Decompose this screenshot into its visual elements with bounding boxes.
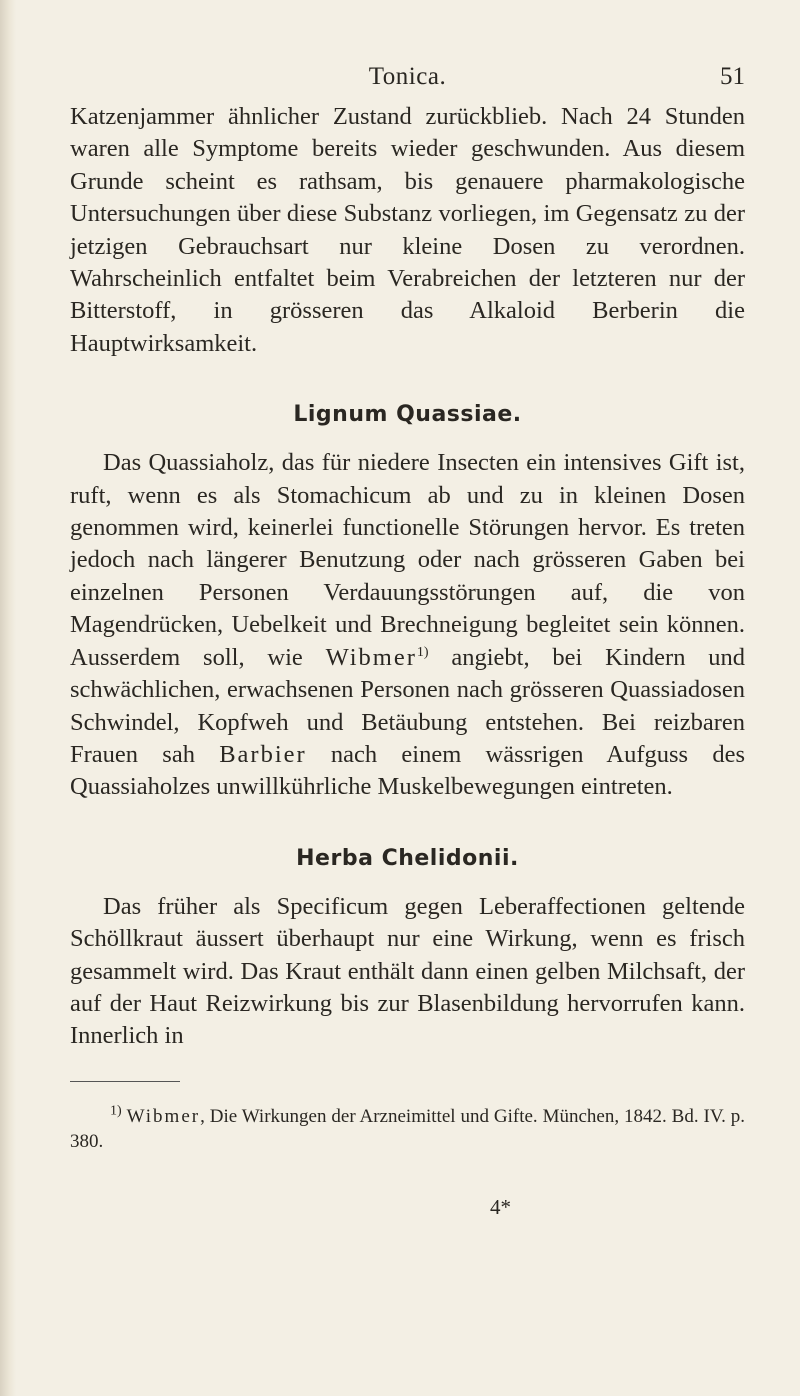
paragraph-chelidonium: Das früher als Specificum gegen Leberaffectionen geltende Schöllkraut äussert überhaupt nur eine Wirkung, wenn es frisch gesammelt wird. Das Kraut enthält dann einen gelben Milchsaft, der auf der Haut Reizwirkung bis zur Blasenbildung hervorrufen kann. Innerlich in (70, 892, 745, 1050)
section-heading-lignum-quassiae: Lignum Quassiae. (293, 402, 522, 428)
page-header (70, 55, 745, 95)
section-heading-herba-chelidonii: Herba Chelidonii. (296, 845, 519, 871)
page-edge-shadow (0, 0, 16, 1396)
footnote-reference: 1) (416, 644, 429, 660)
signature-mark: 4* (490, 1195, 511, 1219)
author-name-barbier: Barbier (219, 740, 307, 768)
footnote-text: , Die Wirkungen der Arzneimittel und Gifte. München, 1842. Bd. IV. p. 380. (70, 1105, 746, 1152)
author-name-wibmer: Wibmer (325, 643, 417, 671)
footnote-mark: 1) (110, 1103, 122, 1119)
footnote-author: Wibmer (126, 1105, 201, 1127)
footnote-divider (70, 1081, 180, 1082)
paragraph-quassia-text-b: angiebt, bei Kindern und schwächlichen, erwachsenen Personen nach grösseren Quassiadosen Schwindel, Kopfweh und Betäubung entstehen. Bei reizbaren Frauen sah (70, 643, 746, 768)
paragraph-quassia-text-a: Das Quassiaholz, das für niedere Insecten ein intensives Gift ist, ruft, wenn es als Stomachicum ab und zu in kleinen Dosen genommen wird, keinerlei functionelle Störungen hervor. Es treten jedoch nach längerer Benutzung oder nach grösseren Gaben bei einzelnen Personen Verdauungsstörungen auf, die von Magendrücken, Uebelkeit und Brechneigung begleitet sein können. Ausserdem soll, wie (70, 449, 745, 671)
running-head: Tonica. (368, 63, 447, 90)
page-number: 51 (720, 63, 745, 90)
footnote (70, 1104, 745, 1154)
paragraph-quassia (70, 447, 745, 803)
paragraph-continuation: Katzenjammer ähnlicher Zustand zurückblieb. Nach 24 Stunden waren alle Symptome bereits wieder geschwunden. Aus diesem Grunde scheint es rathsam, bis genauere pharmakologische Untersuchungen über diese Substanz vorliegen, im Gegensatz zu der jetzigen Gebrauchsart nur kleine Dosen zu verordnen. Wahrscheinlich entfaltet beim Verabreichen der letzteren nur der Bitterstoff, in grösseren das Alkaloid Berberin die Hauptwirksamkeit. (70, 103, 745, 357)
paragraph-quassia-text-c: nach einem wässrigen Aufguss des Quassiaholzes unwillkührliche Muskelbewegungen eintreten. (70, 740, 745, 801)
book-page (70, 55, 745, 1154)
